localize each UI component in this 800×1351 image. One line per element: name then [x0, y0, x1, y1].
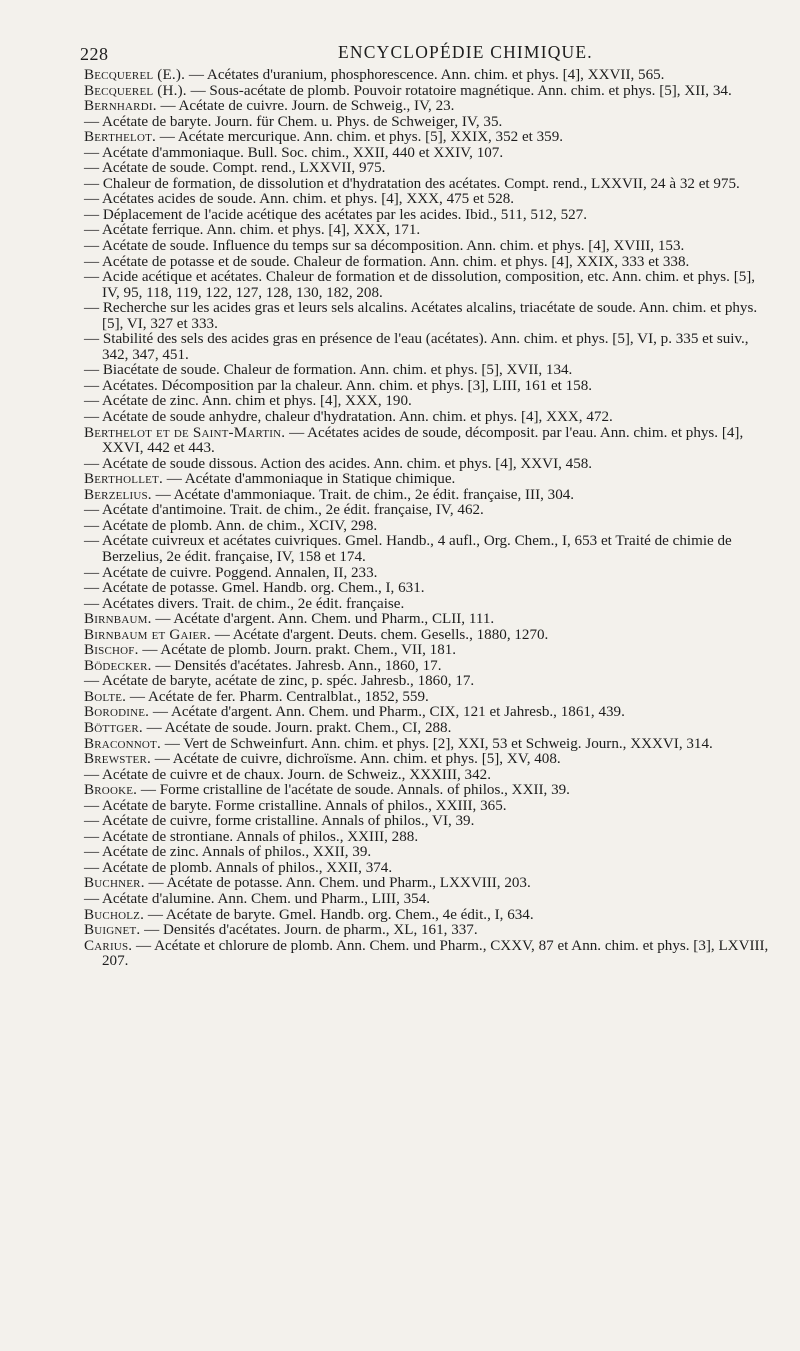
bibliography-entry [84, 612, 774, 628]
entry-text: — Acétate de strontiane. Annals of philos., XXIII, 288. [84, 828, 419, 845]
entry-text: — Acétate de cuivre, dichroïsme. Ann. chim. et phys. [5], XV, 408. [154, 751, 561, 768]
entry-text: — Acétate de cuivre, forme cristalline. Annals of philos., VI, 39. [84, 813, 475, 830]
entry-author: Berthollet. [84, 471, 163, 488]
bibliography-entry [84, 457, 774, 473]
bibliography-entry [84, 768, 774, 784]
bibliography-entry [84, 876, 774, 892]
entry-text: — Acétate de baryte, acétate de zinc, p. spéc. Jahresb., 1860, 17. [84, 673, 475, 690]
bibliography-entry [84, 301, 774, 332]
bibliography-entry [84, 239, 774, 255]
bibliography-entry [84, 597, 774, 613]
entry-author: Becquerel (H.). [84, 82, 187, 99]
bibliography-entry [84, 363, 774, 379]
entry-text: — Acétates divers. Trait. de chim., 2e édit. française. [84, 595, 405, 612]
bibliography-entry [84, 659, 774, 675]
bibliography-entry [84, 488, 774, 504]
entry-text: — Acétate d'argent. Deuts. chem. Gesells., 1880, 1270. [214, 626, 549, 643]
entry-text: — Acétate d'alumine. Ann. Chem. und Pharm., LIII, 354. [84, 890, 431, 907]
bibliography-entry [84, 737, 774, 753]
entry-text: — Acétate d'argent. Ann. Chem. und Pharm., CIX, 121 et Jahresb., 1861, 439. [152, 704, 625, 721]
bibliography-entry [84, 255, 774, 271]
entry-author: Berthelot. [84, 129, 157, 146]
page-header [80, 34, 734, 64]
bibliography-entry [84, 472, 774, 488]
entry-text: — Acétate de soude dissous. Action des acides. Ann. chim. et phys. [4], XXVI, 458. [84, 455, 593, 472]
bibliography-entry [84, 908, 774, 924]
entry-author: Brewster. [84, 751, 151, 768]
bibliography-entry [84, 223, 774, 239]
bibliography-entry [84, 814, 774, 830]
bibliography-entry [84, 721, 774, 737]
entry-author: Böttger. [84, 719, 143, 736]
bibliography-entry [84, 161, 774, 177]
entry-text: — Forme cristalline de l'acétate de soude. Annals. of philos., XXII, 39. [140, 782, 570, 799]
entry-text: — Acétate de plomb. Journ. prakt. Chem., VII, 181. [142, 642, 457, 659]
entry-author: Birnbaum et Gaier. [84, 626, 211, 643]
entry-author: Carius. [84, 937, 133, 954]
entry-text: — Recherche sur les acides gras et leurs sels alcalins. Acétates alcalins, triacétate de soude. Ann. chim. et phys. [5], VI, 327 et 333. [84, 300, 758, 332]
entry-text: — Acétate de plomb. Ann. de chim., XCIV, 298. [84, 517, 378, 534]
bibliography-entry [84, 830, 774, 846]
bibliography-entry [84, 783, 774, 799]
entry-text: — Vert de Schweinfurt. Ann. chim. et phys. [2], XXI, 53 et Schweig. Journ., XXXVI, 314. [164, 735, 713, 752]
bibliography-entry [84, 146, 774, 162]
entry-text: — Acétates acides de soude. Ann. chim. et phys. [4], XXX, 475 et 528. [84, 191, 515, 208]
entry-text: — Acétate de baryte. Gmel. Handb. org. Chem., 4e édit., I, 634. [147, 906, 534, 923]
entry-text: — Acétate de potasse. Ann. Chem. und Pharm., LXXVIII, 203. [148, 875, 531, 892]
bibliography-entry [84, 177, 774, 193]
entry-text: — Acétate de zinc. Ann. chim et phys. [4], XXX, 190. [84, 393, 412, 410]
entry-author: Bolte. [84, 688, 127, 705]
entry-text: — Acétate de baryte. Forme cristalline. Annals of philos., XXIII, 365. [84, 797, 507, 814]
entry-text: — Acétate d'ammoniaque. Bull. Soc. chim., XXII, 440 et XXIV, 107. [84, 144, 504, 161]
bibliography-entry [84, 861, 774, 877]
bibliography-entry [84, 534, 774, 565]
entry-text: — Acétate de plomb. Annals of philos., XXII, 374. [84, 859, 393, 876]
bibliography-entry [84, 643, 774, 659]
entry-text: — Acétates d'uranium, phosphorescence. Ann. chim. et phys. [4], XXVII, 565. [188, 67, 665, 83]
bibliography-entry [84, 674, 774, 690]
entry-text: — Acétate cuivreux et acétates cuivriques. Gmel. Handb., 4 aufl., Org. Chem., I, 653 et Traité de chimie de Berzelius, 2e édit. française, IV, 158 et 174. [84, 533, 732, 565]
bibliography-entry [84, 503, 774, 519]
entry-text: — Acétate de cuivre et de chaux. Journ. de Schweiz., XXXIII, 342. [84, 766, 491, 783]
bibliography-entry [84, 845, 774, 861]
bibliography-entry [84, 581, 774, 597]
entry-author: Bödecker. [84, 657, 152, 674]
entry-text: — Acétate de soude anhydre, chaleur d'hydratation. Ann. chim. et phys. [4], XXX, 472. [84, 409, 613, 426]
bibliography-entry [84, 426, 774, 457]
entry-text: — Sous-acétate de plomb. Pouvoir rotatoire magnétique. Ann. chim. et phys. [5], XII, 34. [190, 82, 732, 99]
entry-text: — Chaleur de formation, de dissolution et d'hydratation des acétates. Compt. rend., LXXVII, 24 à 32 et 975. [84, 175, 740, 192]
entry-text: — Acétate de soude. Compt. rend., LXXVII, 975. [84, 160, 386, 177]
entry-text: — Acétate d'antimoine. Trait. de chim., 2e édit. française, IV, 462. [84, 502, 484, 519]
bibliography-entry [84, 208, 774, 224]
entry-text: — Acétate de cuivre. Journ. de Schweig., IV, 23. [160, 98, 455, 115]
entry-author: Braconnot. [84, 735, 161, 752]
entry-author: Buignet. [84, 922, 141, 939]
entry-text: — Acétate de soude. Influence du temps sur sa décomposition. Ann. chim. et phys. [4], XVIII, 153. [84, 238, 685, 255]
page-number: 228 [80, 44, 109, 64]
entry-text: — Acétate de potasse et de soude. Chaleur de formation. Ann. chim. et phys. [4], XXIX, 333 et 338. [84, 253, 690, 270]
bibliography-entry [84, 519, 774, 535]
bibliography-entry [84, 379, 774, 395]
entry-text: — Acide acétique et acétates. Chaleur de formation et de dissolution, composition, etc. Ann. chim. et phys. [5], IV, 95, 118, 119, 122, 127, 128, 130, 182, 208. [84, 269, 756, 301]
entry-text: — Stabilité des sels des acides gras en présence de l'eau (acétates). Ann. chim. et phys. [5], VI, p. 335 et suiv., 342, 347, 451. [84, 331, 749, 363]
bibliography-list [84, 68, 774, 970]
entry-author: Borodine. [84, 704, 150, 721]
bibliography-entry [84, 332, 774, 363]
entry-text: — Acétate d'ammoniaque. Trait. de chim., 2e édit. française, III, 304. [155, 486, 575, 503]
bibliography-entry [84, 628, 774, 644]
entry-text: — Biacétate de soude. Chaleur de formation. Ann. chim. et phys. [5], XVII, 134. [84, 362, 573, 379]
bibliography-entry [84, 799, 774, 815]
bibliography-entry [84, 68, 774, 84]
entry-text: — Acétate ferrique. Ann. chim. et phys. [4], XXX, 171. [84, 222, 421, 239]
bibliography-entry [84, 752, 774, 768]
entry-text: — Acétate de cuivre. Poggend. Annalen, II, 233. [84, 564, 378, 581]
bibliography-entry [84, 923, 774, 939]
bibliography-entry [84, 192, 774, 208]
entry-author: Berzelius. [84, 486, 152, 503]
bibliography-entry [84, 939, 774, 970]
entry-text: — Densités d'acétates. Jahresb. Ann., 1860, 17. [155, 657, 442, 674]
entry-text: — Acétate de soude. Journ. prakt. Chem., CI, 288. [146, 719, 452, 736]
entry-text: — Acétate de fer. Pharm. Centralblat., 1852, 559. [129, 688, 429, 705]
entry-author: Bernhardi. [84, 98, 157, 115]
bibliography-entry [84, 892, 774, 908]
entry-author: Buchner. [84, 875, 145, 892]
entry-author: Birnbaum. [84, 611, 152, 628]
entry-text: — Acétate d'ammoniaque in Statique chimique. [166, 471, 456, 488]
bibliography-entry [84, 410, 774, 426]
entry-text: — Acétate mercurique. Ann. chim. et phys. [5], XXIX, 352 et 359. [159, 129, 564, 146]
entry-author: Becquerel (E.). [84, 67, 186, 83]
bibliography-entry [84, 705, 774, 721]
entry-text: — Acétates. Décomposition par la chaleur. Ann. chim. et phys. [3], LIII, 161 et 158. [84, 377, 593, 394]
bibliography-entry [84, 270, 774, 301]
running-title: ENCYCLOPÉDIE CHIMIQUE. [338, 42, 593, 62]
entry-text: — Acétates acides de soude, décomposit. par l'eau. Ann. chim. et phys. [4], XXVI, 442 et 443. [102, 424, 744, 457]
bibliography-entry [84, 130, 774, 146]
entry-author: Bischof. [84, 642, 139, 659]
bibliography-entry [84, 690, 774, 706]
entry-text: — Déplacement de l'acide acétique des acétates par les acides. Ibid., 511, 512, 527. [84, 206, 587, 223]
bibliography-entry [84, 115, 774, 131]
entry-text: — Acétate de zinc. Annals of philos., XXII, 39. [84, 844, 372, 861]
entry-text: — Acétate de potasse. Gmel. Handb. org. Chem., I, 631. [84, 580, 425, 597]
entry-author: Berthelot et de Saint-Martin. [84, 424, 286, 441]
entry-text: — Acétate et chlorure de plomb. Ann. Chem. und Pharm., CXXV, 87 et Ann. chim. et phys. [3], LXVIII, 207. [102, 937, 769, 970]
entry-author: Brooke. [84, 782, 138, 799]
entry-text: — Densités d'acétates. Journ. de pharm., XL, 161, 337. [144, 922, 478, 939]
bibliography-entry [84, 99, 774, 115]
bibliography-entry [84, 84, 774, 100]
entry-author: Bucholz. [84, 906, 145, 923]
entry-text: — Acétate de baryte. Journ. für Chem. u. Phys. de Schweiger, IV, 35. [84, 113, 503, 130]
bibliography-entry [84, 394, 774, 410]
entry-text: — Acétate d'argent. Ann. Chem. und Pharm., CLII, 111. [155, 611, 495, 628]
bibliography-entry [84, 566, 774, 582]
